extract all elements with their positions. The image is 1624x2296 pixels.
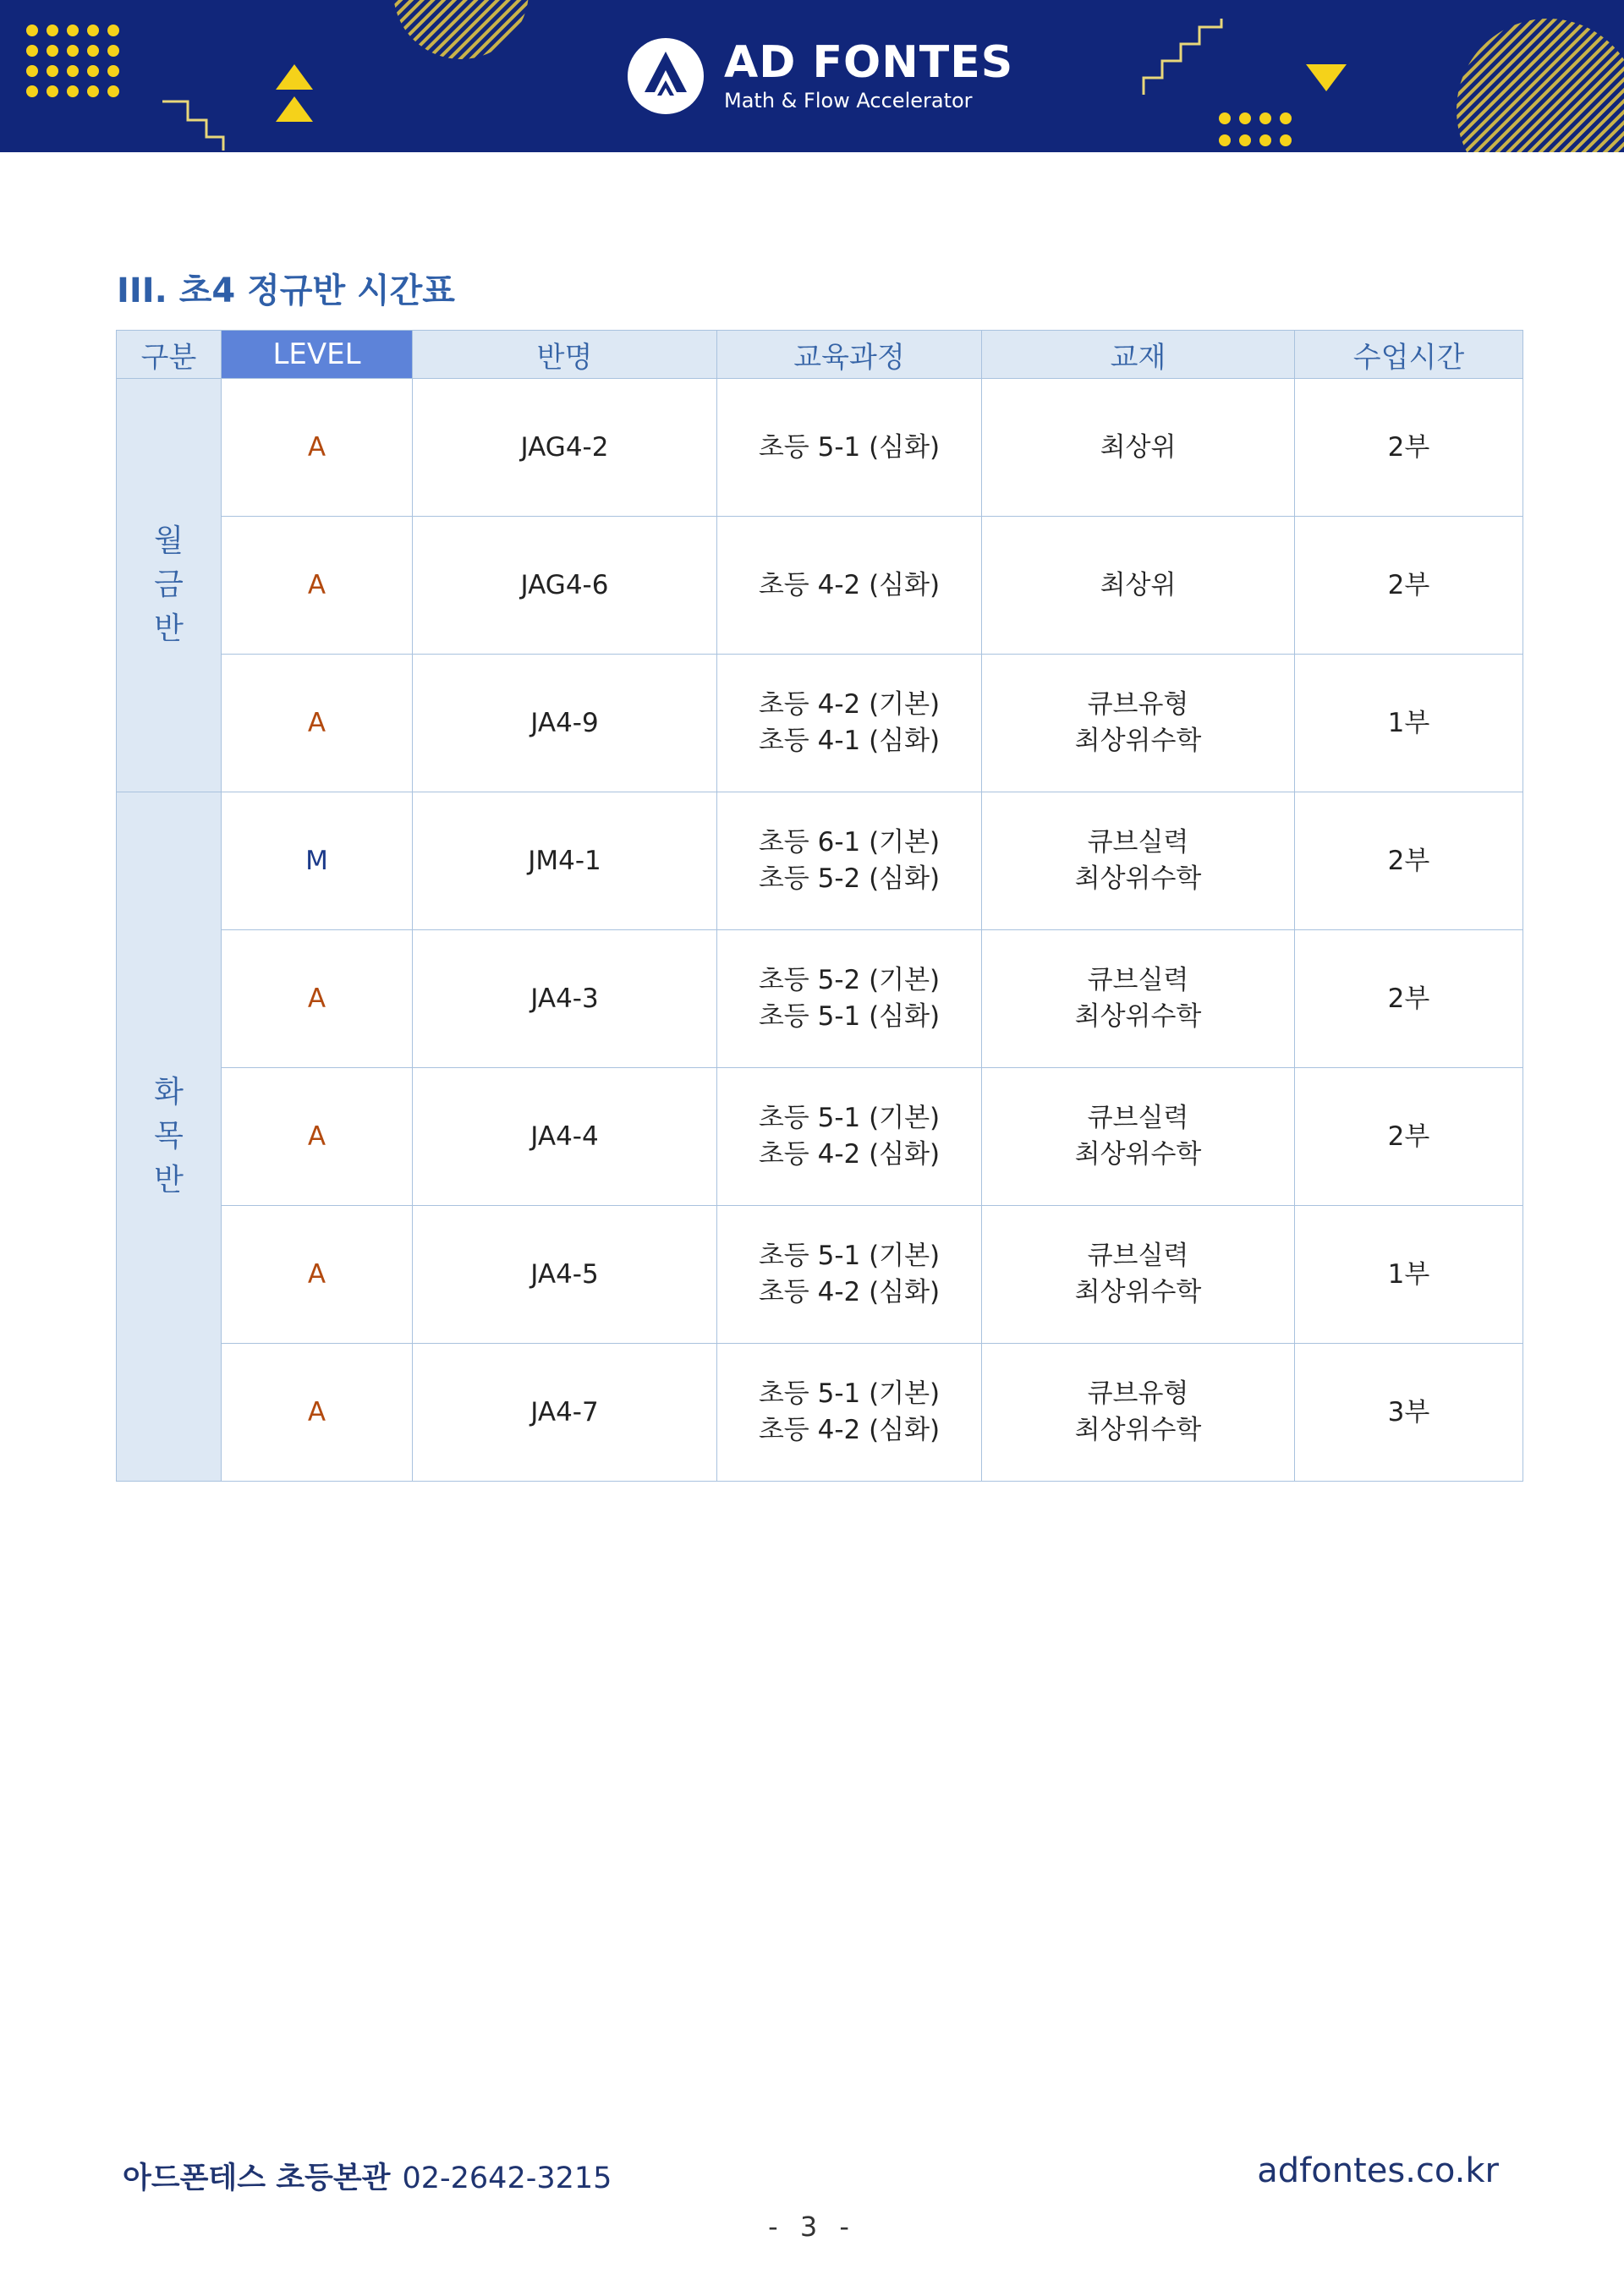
class-name-cell: JM4-1 [413, 792, 717, 930]
class-name-cell: JA4-9 [413, 655, 717, 792]
class-name-cell: JAG4-6 [413, 517, 717, 655]
group-label-char: 월 [154, 523, 184, 558]
table-row [117, 1068, 1523, 1206]
class-time-cell: 2부 [1295, 930, 1523, 1068]
class-name-cell: JA4-4 [413, 1068, 717, 1206]
header-level: LEVEL [222, 331, 413, 379]
curriculum-cell: 초등 4-2 (심화) [717, 517, 982, 655]
header-class-time: 수업시간 [1295, 331, 1523, 379]
table-row [117, 792, 1523, 930]
class-name-cell: JA4-3 [413, 930, 717, 1068]
class-time-cell: 1부 [1295, 1206, 1523, 1344]
curriculum-cell: 초등 5-2 (기본) 초등 5-1 (심화) [717, 930, 982, 1068]
textbook-cell: 큐브실력 최상위수학 [982, 930, 1295, 1068]
section-title: III. 초4 정규반 시간표 [117, 271, 455, 310]
textbook-cell: 큐브실력 최상위수학 [982, 1206, 1295, 1344]
group-cell-tue-thu [117, 792, 222, 1482]
group-label-char: 반 [154, 611, 184, 646]
header-curriculum: 교육과정 [717, 331, 982, 379]
table-row [117, 1206, 1523, 1344]
class-time-cell: 2부 [1295, 379, 1523, 517]
group-label-char: 반 [154, 1163, 184, 1197]
textbook-cell: 큐브유형 최상위수학 [982, 655, 1295, 792]
header-textbook: 교재 [982, 331, 1295, 379]
group-label-char: 목 [154, 1119, 184, 1153]
phone-number: 02-2642-3215 [402, 2162, 612, 2195]
class-name-cell: JA4-5 [413, 1206, 717, 1344]
table-row [117, 379, 1523, 517]
schedule-table [116, 330, 1523, 1482]
textbook-cell: 큐브실력 최상위수학 [982, 792, 1295, 930]
group-label-char: 화 [154, 1075, 184, 1110]
table-row [117, 1344, 1523, 1482]
level-cell: A [222, 517, 413, 655]
table-row [117, 517, 1523, 655]
class-name-cell: JA4-7 [413, 1344, 717, 1482]
table-row [117, 655, 1523, 792]
curriculum-cell: 초등 5-1 (기본) 초등 4-2 (심화) [717, 1206, 982, 1344]
header-banner [0, 0, 1624, 152]
academy-name: 아드폰테스 초등본관 [123, 2162, 391, 2195]
level-cell: A [222, 1206, 413, 1344]
table-header-row [117, 331, 1523, 379]
class-time-cell: 2부 [1295, 1068, 1523, 1206]
level-cell: M [222, 792, 413, 930]
header-category: 구분 [117, 331, 222, 379]
curriculum-cell: 초등 5-1 (기본) 초등 4-2 (심화) [717, 1344, 982, 1482]
level-cell: A [222, 1068, 413, 1206]
class-time-cell: 1부 [1295, 655, 1523, 792]
textbook-cell: 큐브유형 최상위수학 [982, 1344, 1295, 1482]
class-time-cell: 2부 [1295, 517, 1523, 655]
dot-grid-left-icon [26, 25, 119, 97]
page-number: - 3 - [768, 2211, 856, 2243]
level-cell: A [222, 1344, 413, 1482]
level-cell: A [222, 655, 413, 792]
textbook-cell: 큐브실력 최상위수학 [982, 1068, 1295, 1206]
level-cell: A [222, 930, 413, 1068]
footer-contact [123, 2155, 612, 2197]
header-class-name: 반명 [413, 331, 717, 379]
website-link[interactable]: adfontes.co.kr [1257, 2151, 1499, 2190]
brand-tagline: Math & Flow Accelerator [724, 89, 973, 112]
level-cell: A [222, 379, 413, 517]
class-time-cell: 3부 [1295, 1344, 1523, 1482]
curriculum-cell: 초등 6-1 (기본) 초등 5-2 (심화) [717, 792, 982, 930]
group-cell-mon-fri [117, 379, 222, 792]
curriculum-cell: 초등 5-1 (기본) 초등 4-2 (심화) [717, 1068, 982, 1206]
group-label-char: 금 [154, 567, 184, 602]
ad-fontes-logo-icon [626, 36, 705, 116]
class-time-cell: 2부 [1295, 792, 1523, 930]
curriculum-cell: 초등 5-1 (심화) [717, 379, 982, 517]
curriculum-cell: 초등 4-2 (기본) 초등 4-1 (심화) [717, 655, 982, 792]
textbook-cell: 최상위 [982, 517, 1295, 655]
textbook-cell: 최상위 [982, 379, 1295, 517]
brand-logo [626, 32, 1013, 120]
class-name-cell: JAG4-2 [413, 379, 717, 517]
table-row [117, 930, 1523, 1068]
brand-name: AD FONTES [724, 37, 1014, 88]
